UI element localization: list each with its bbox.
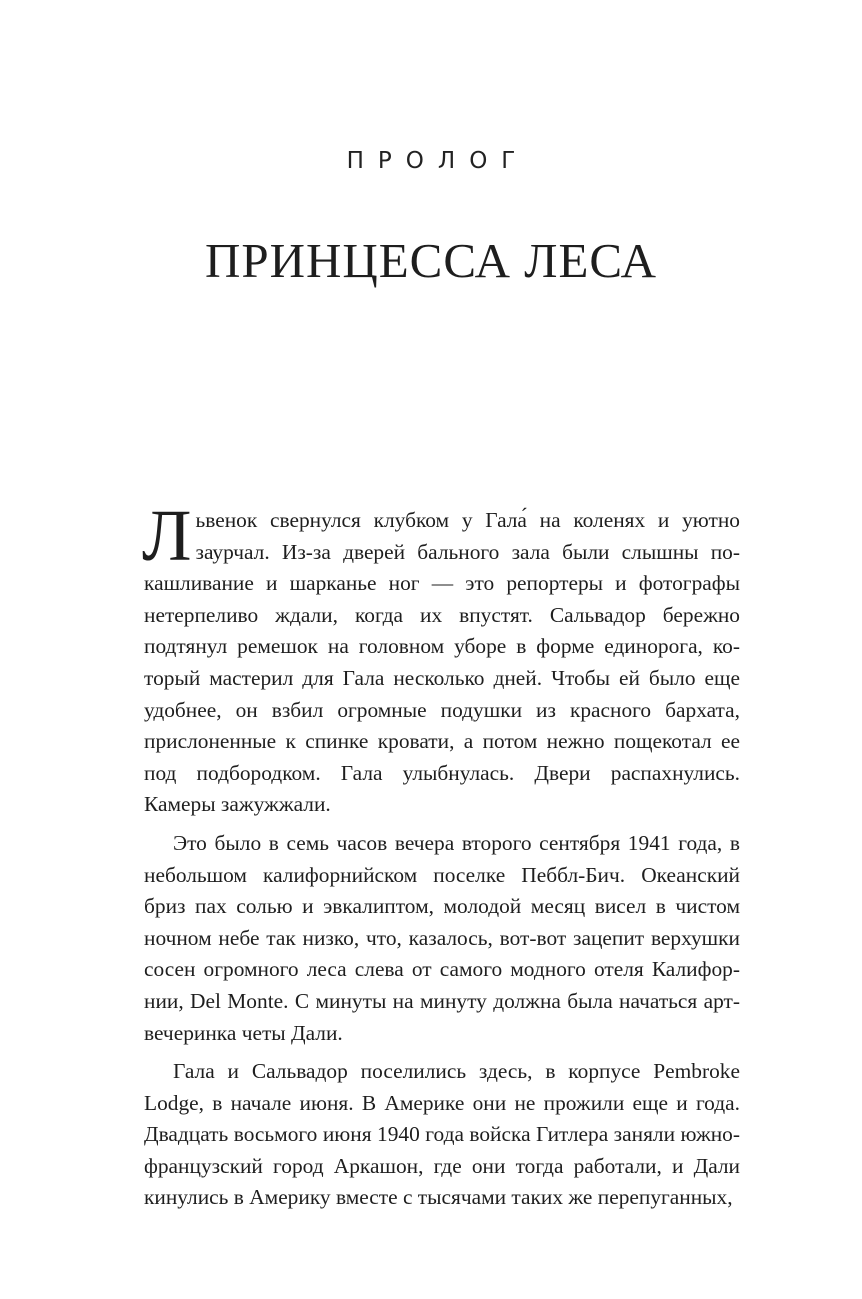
paragraph-2: Это было в семь часов вечера второго сентября 1941 года, в небольшом калифорнийском поселке Пеббл-Бич. Океанский бриз пах солью и эвкалиптом, молодой месяц висел в чистом ночном небе так низко, что, казалось, вот-вот зацепит верхушки сосен огромного леса слева от самого модного отеля Калифорнии, Del Monte. С минуты на минуту должна была начаться арт-вечеринка четы Дали. [144, 830, 740, 1045]
paragraph-1 [142, 495, 740, 821]
section-label: ПРОЛОГ [346, 148, 530, 174]
paragraph-1-text: ьвенок свернулся клубком у Гала́ на коленях и уютно заурчал. Из-за дверей бального зала были слышны покашливание и шарканье ног — это репортеры и фотографы нетерпеливо ждали, когда их впустят. Сальвадор бережно подтянул ремешок на головном уборе в форме единорога, который мастерил для Гала несколько дней. Чтобы ей было еще удобнее, он взбил огромные подушки из красного бархата, прислоненные к спинке кровати, а потом нежно пощекотал ее под подбородком. Гала улыбнулась. Двери распахнулись. Камеры зажужжали. [144, 508, 740, 817]
paragraph-3: Гала и Сальвадор поселились здесь, в корпусе Pembroke Lodge, в начале июня. В Америке они не прожили еще и года. Двадцать восьмого июня 1940 года войска Гитлера заняли южнофранцузский город Аркашон, где они тогда работали, и Дали кинулись в Америку вместе с тысячами таких же перепуганных, [144, 1059, 740, 1210]
body-text [142, 495, 740, 1214]
chapter-title: ПРИНЦЕССА ЛЕСА [204, 233, 658, 288]
drop-cap: Л [142, 495, 192, 576]
